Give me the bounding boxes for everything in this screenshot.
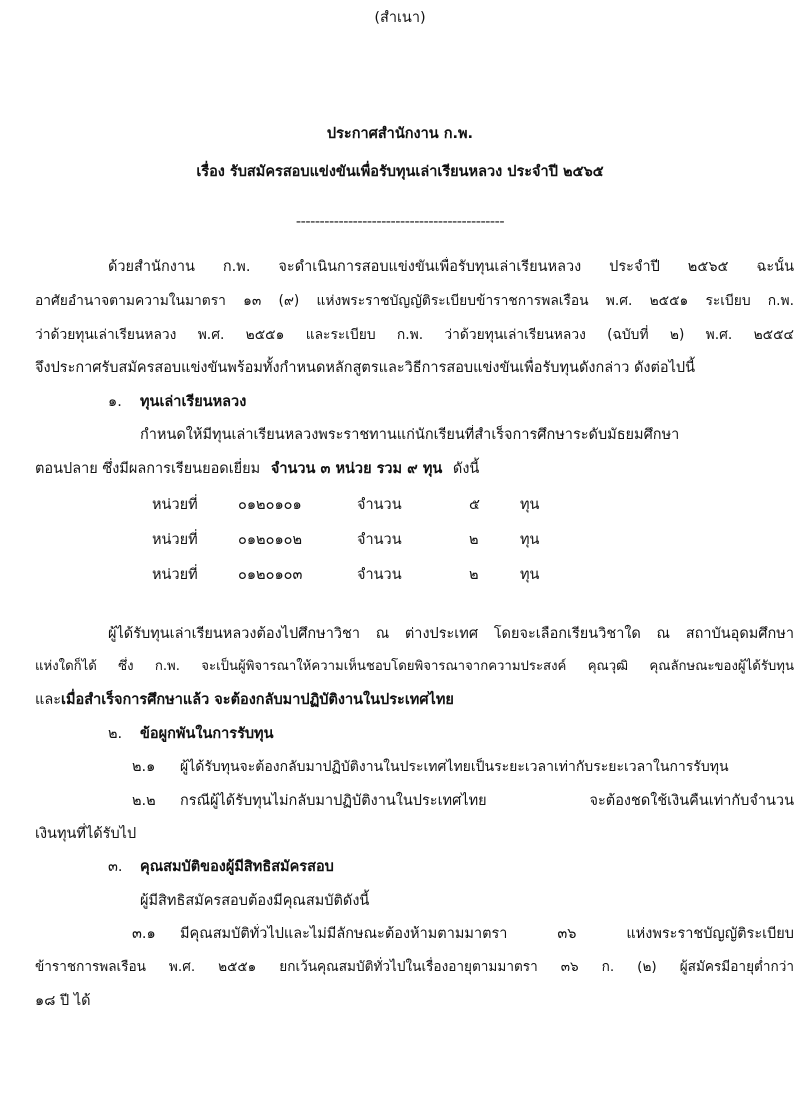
section-3-number: ๓. <box>108 859 123 875</box>
unit-3-amount-label: จำนวน <box>357 567 402 583</box>
unit-2-unit: ทุน <box>520 532 540 548</box>
section-1-para-1-line-2 <box>35 459 479 479</box>
unit-1-unit: ทุน <box>520 497 540 513</box>
unit-1-count: ๕ <box>469 497 480 513</box>
section-3-item-1-continuation-2: ๑๘ ปี ได้ <box>35 993 91 1009</box>
section-3-heading: คุณสมบัติของผู้มีสิทธิสมัครสอบ <box>140 859 334 875</box>
section-1-para-1-line-2-c: ดังนี้ <box>452 461 480 477</box>
section-2-item-2-continuation: เงินทุนที่ได้รับไป <box>35 826 137 842</box>
unit-3-count: ๒ <box>469 567 479 583</box>
unit-1-label: หน่วยที่ <box>152 497 198 513</box>
unit-3-unit: ทุน <box>520 567 540 583</box>
section-2-item-2-text: กรณีผู้ได้รับทุนไม่กลับมาปฏิบัติงานในประเทศไทย จะต้องชดใช้เงินคืนเท่ากับจำนวน <box>180 793 794 809</box>
unit-2-amount-label: จำนวน <box>357 532 402 548</box>
intro-line-2: อาศัยอำนาจตามความในมาตรา ๑๓ (๙) แห่งพระราชบัญญัติระเบียบข้าราชการพลเรือน พ.ศ. ๒๕๕๑ ระเบียบ ก.พ. <box>35 293 794 309</box>
section-1-para-2-line-3 <box>35 690 454 710</box>
section-1-para-2-line-3-a: และ <box>35 692 62 708</box>
unit-2-count: ๒ <box>469 532 479 548</box>
unit-1-code: ๐๑๒๐๑๐๑ <box>238 497 302 513</box>
unit-2-code: ๐๑๒๐๑๐๒ <box>238 532 303 548</box>
section-1-unit-summary: จำนวน ๓ หน่วย รวม ๙ ทุน <box>270 461 443 477</box>
section-1-para-1-line-2-a: ตอนปลาย ซึ่งมีผลการเรียนยอดเยี่ยม <box>35 461 261 477</box>
unit-3-label: หน่วยที่ <box>152 567 198 583</box>
unit-2-label: หน่วยที่ <box>152 532 198 548</box>
section-1-para-2-line-1: ผู้ได้รับทุนเล่าเรียนหลวงต้องไปศึกษาวิชา ณ ต่างประเทศ โดยจะเลือกเรียนวิชาใด ณ สถาบันอุดมศึกษา <box>108 626 794 642</box>
section-2-item-1-number: ๒.๑ <box>132 759 156 775</box>
section-2-item-2-number: ๒.๒ <box>132 793 156 809</box>
section-3-item-1-number: ๓.๑ <box>132 926 156 942</box>
copy-mark: (สำเนา) <box>374 10 426 26</box>
intro-line-1: ด้วยสำนักงาน ก.พ. จะดำเนินการสอบแข่งขันเพื่อรับทุนเล่าเรียนหลวง ประจำปี ๒๕๖๕ ฉะนั้น <box>108 259 794 275</box>
section-1-para-1-line-1: กำหนดให้มีทุนเล่าเรียนหลวงพระราชทานแก่นักเรียนที่สำเร็จการศึกษาระดับมัธยมศึกษา <box>140 427 680 443</box>
section-3-item-1-text: มีคุณสมบัติทั่วไปและไม่มีลักษณะต้องห้ามตามมาตรา ๓๖ แห่งพระราชบัญญัติระเบียบ <box>180 926 794 942</box>
section-1-para-2-line-2: แห่งใดก็ได้ ซึ่ง ก.พ. จะเป็นผู้พิจารณาให้ความเห็นชอบโดยพิจารณาจากความประสงค์ คุณวุฒิ คุณลักษณะของผู้ได้รับทุน <box>35 659 794 674</box>
section-1-number: ๑. <box>108 394 122 410</box>
section-3-item-1-continuation-1: ข้าราชการพลเรือน พ.ศ. ๒๕๕๑ ยกเว้นคุณสมบัติทั่วไปในเรื่องอายุตามมาตรา ๓๖ ก. (๒) ผู้สมัครมีอายุต่ำกว่า <box>35 959 794 975</box>
unit-3-code: ๐๑๒๐๑๐๓ <box>238 567 303 583</box>
section-2-heading: ข้อผูกพันในการรับทุน <box>140 726 274 742</box>
section-3-lead: ผู้มีสิทธิสมัครสอบต้องมีคุณสมบัติดังนี้ <box>140 893 370 909</box>
section-1-heading: ทุนเล่าเรียนหลวง <box>140 394 247 410</box>
return-obligation-text: เมื่อสำเร็จการศึกษาแล้ว จะต้องกลับมาปฏิบัติงานในประเทศไทย <box>61 692 454 708</box>
divider: -------------------------------------------- <box>295 214 505 230</box>
announcement-title: ประกาศสำนักงาน ก.พ. <box>326 126 474 142</box>
section-2-item-1-text: ผู้ได้รับทุนจะต้องกลับมาปฏิบัติงานในประเทศไทยเป็นระยะเวลาเท่ากับระยะเวลาในการรับทุน <box>180 759 729 775</box>
intro-line-3: ว่าด้วยทุนเล่าเรียนหลวง พ.ศ. ๒๕๕๑ และระเบียบ ก.พ. ว่าด้วยทุนเล่าเรียนหลวง (ฉบับที่ ๒) พ.ศ. ๒๕๕๔ <box>35 327 794 343</box>
announcement-subject: เรื่อง รับสมัครสอบแข่งขันเพื่อรับทุนเล่าเรียนหลวง ประจำปี ๒๕๖๕ <box>196 164 604 180</box>
intro-line-4: จึงประกาศรับสมัครสอบแข่งขันพร้อมทั้งกำหนดหลักสูตรและวิธีการสอบแข่งขันเพื่อรับทุนดังกล่าว ดังต่อไปนี้ <box>35 360 696 376</box>
section-2-number: ๒. <box>108 726 123 742</box>
unit-1-amount-label: จำนวน <box>357 497 402 513</box>
